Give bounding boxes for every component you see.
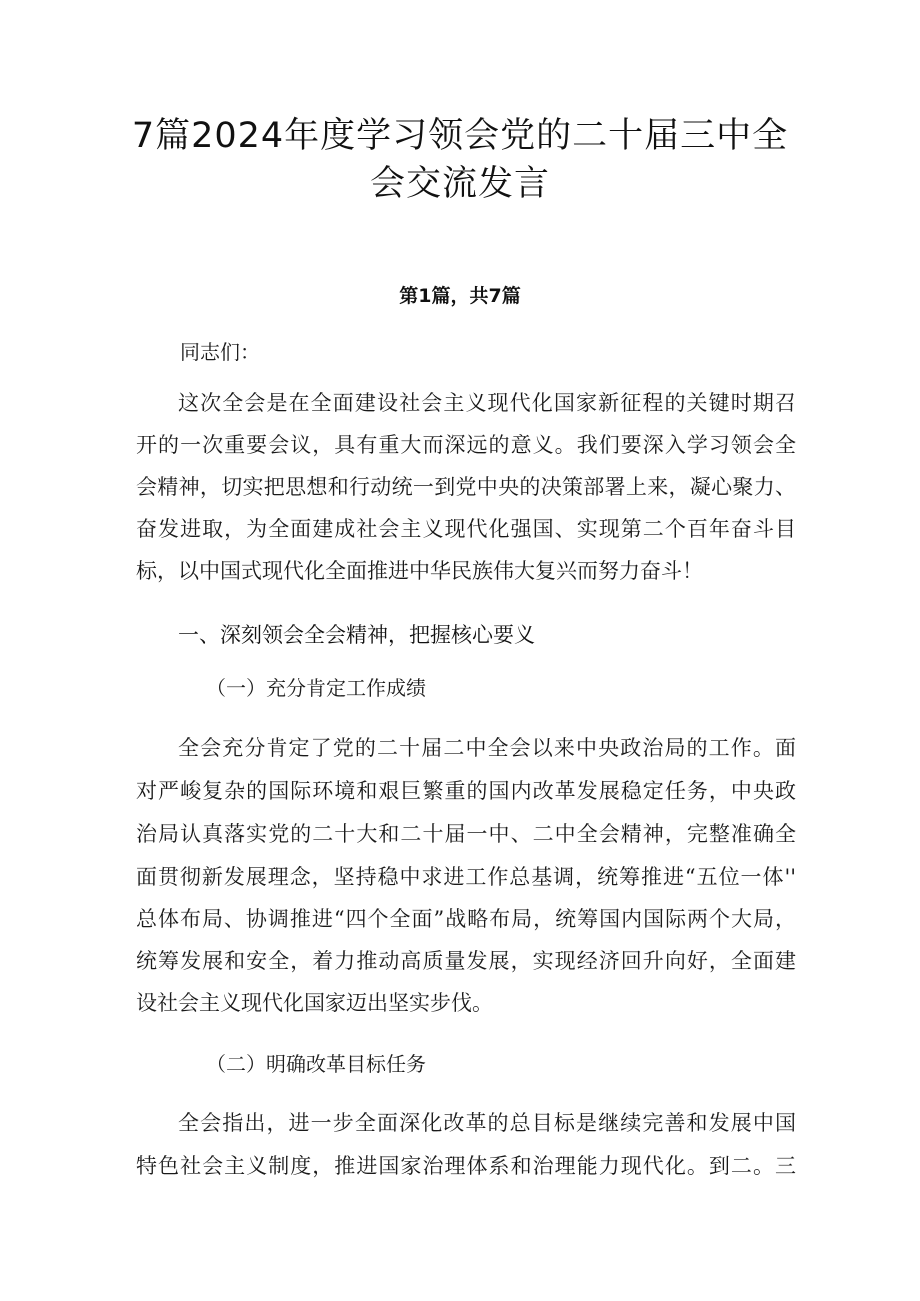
body-paragraph-line: 面贯彻新发展理念，坚持稳中求进工作总基调，统筹推进“五位一体'' [136, 865, 796, 889]
subsection-heading: （一）充分肯定工作成绩 [206, 676, 426, 700]
salutation: 同志们： [180, 340, 260, 364]
intro-paragraph-line: 奋发进取，为全面建成社会主义现代化强国、实现第二个百年奋斗目 [136, 517, 796, 541]
body-paragraph-line: 总体布局、协调推进“四个全面”战略布局，统筹国内国际两个大局， [136, 907, 796, 931]
body-paragraph-line: 对严峻复杂的国际环境和艰巨繁重的国内改革发展稳定任务，中央政 [136, 779, 796, 803]
body-paragraph-line: 治局认真落实党的二十大和二十届一中、二中全会精神，完整准确全 [136, 822, 796, 846]
part-indicator: 第1篇，共7篇 [399, 285, 521, 307]
body-paragraph-line: 全会指出，进一步全面深化改革的总目标是继续完善和发展中国 [178, 1111, 796, 1135]
document-title-line-2: 会交流发言 [369, 164, 550, 204]
document-title-line-1: 7篇2024年度学习领会党的二十届三中全 [131, 116, 789, 156]
body-paragraph-line: 设社会主义现代化国家迈出坚实步伐。 [136, 991, 493, 1015]
section-heading: 一、深刻领会全会精神，把握核心要义 [178, 623, 535, 647]
intro-paragraph-line: 标，以中国式现代化全面推进中华民族伟大复兴而努力奋斗！ [136, 559, 703, 583]
intro-paragraph-line: 这次全会是在全面建设社会主义现代化国家新征程的关键时期召 [178, 391, 796, 415]
body-paragraph-line: 统筹发展和安全，着力推动高质量发展，实现经济回升向好，全面建 [136, 949, 796, 973]
body-paragraph-line: 特色社会主义制度，推进国家治理体系和治理能力现代化。到二。三 [136, 1154, 796, 1178]
subsection-heading: （二）明确改革目标任务 [206, 1052, 426, 1076]
body-paragraph-line: 全会充分肯定了党的二十届二中全会以来中央政治局的工作。面 [178, 736, 796, 760]
intro-paragraph-line: 会精神，切实把思想和行动统一到党中央的决策部署上来，凝心聚力、 [136, 475, 796, 499]
intro-paragraph-line: 开的一次重要会议，具有重大而深远的意义。我们要深入学习领会全 [136, 433, 796, 457]
